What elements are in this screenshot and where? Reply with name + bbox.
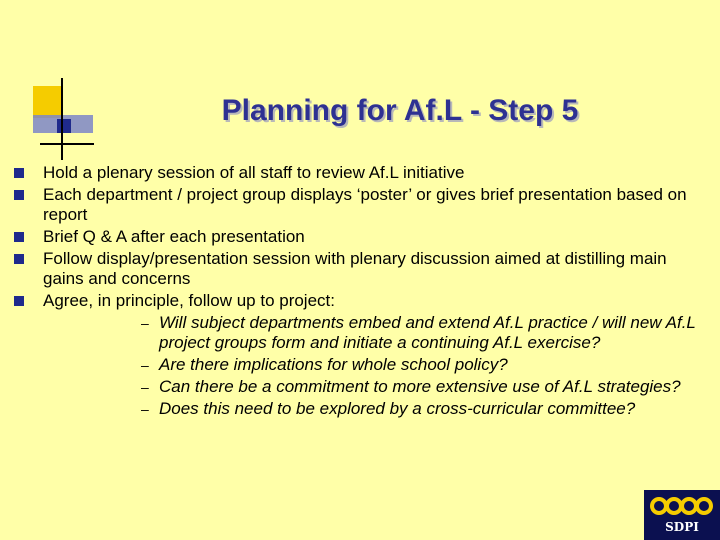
bullet-item (14, 227, 704, 247)
bullet-text: Each department / project group displays ‘poster’ or gives brief presentation based on report (43, 185, 687, 224)
dash-bullet-icon: – (141, 379, 149, 395)
bullet-item (14, 291, 704, 311)
sub-bullet-item (14, 377, 704, 397)
sub-bullet-text: Will subject departments embed and extend Af.L practice / will new Af.L project groups form and initiate a continuing Af.L exercise? (159, 313, 696, 352)
dash-bullet-icon: – (141, 357, 149, 373)
sub-bullet-text: Does this need to be explored by a cross-curricular committee? (159, 399, 636, 418)
decorative-blue-square (57, 119, 71, 133)
sdpi-logo (644, 490, 720, 540)
decorative-horizontal-line (40, 143, 94, 145)
slide-title: Planning for Af.L - Step 5 (221, 94, 579, 127)
square-bullet-icon (14, 190, 24, 200)
decorative-vertical-line (61, 78, 63, 160)
sub-bullet-item (14, 355, 704, 375)
square-bullet-icon (14, 296, 24, 306)
decorative-yellow-square (33, 86, 61, 118)
bullet-text: Brief Q & A after each presentation (43, 227, 305, 246)
bullet-list (14, 163, 704, 421)
sub-bullet-text: Are there implications for whole school policy? (159, 355, 508, 374)
sub-bullet-item (14, 399, 704, 419)
bullet-text: Hold a plenary session of all staff to review Af.L initiative (43, 163, 465, 182)
bullet-item (14, 249, 704, 289)
logo-text: SDPI (665, 520, 699, 534)
sub-bullet-text: Can there be a commitment to more extensive use of Af.L strategies? (159, 377, 681, 396)
dash-bullet-icon: – (141, 315, 149, 331)
dash-bullet-icon: – (141, 401, 149, 417)
sub-bullet-item (14, 313, 704, 353)
bullet-item (14, 163, 704, 183)
bullet-text: Agree, in principle, follow up to project: (43, 291, 335, 310)
bullet-text: Follow display/presentation session with plenary discussion aimed at distilling main gains and concerns (43, 249, 667, 288)
logo-ring-icon (695, 497, 713, 515)
square-bullet-icon (14, 254, 24, 264)
square-bullet-icon (14, 232, 24, 242)
bullet-item (14, 185, 704, 225)
square-bullet-icon (14, 168, 24, 178)
